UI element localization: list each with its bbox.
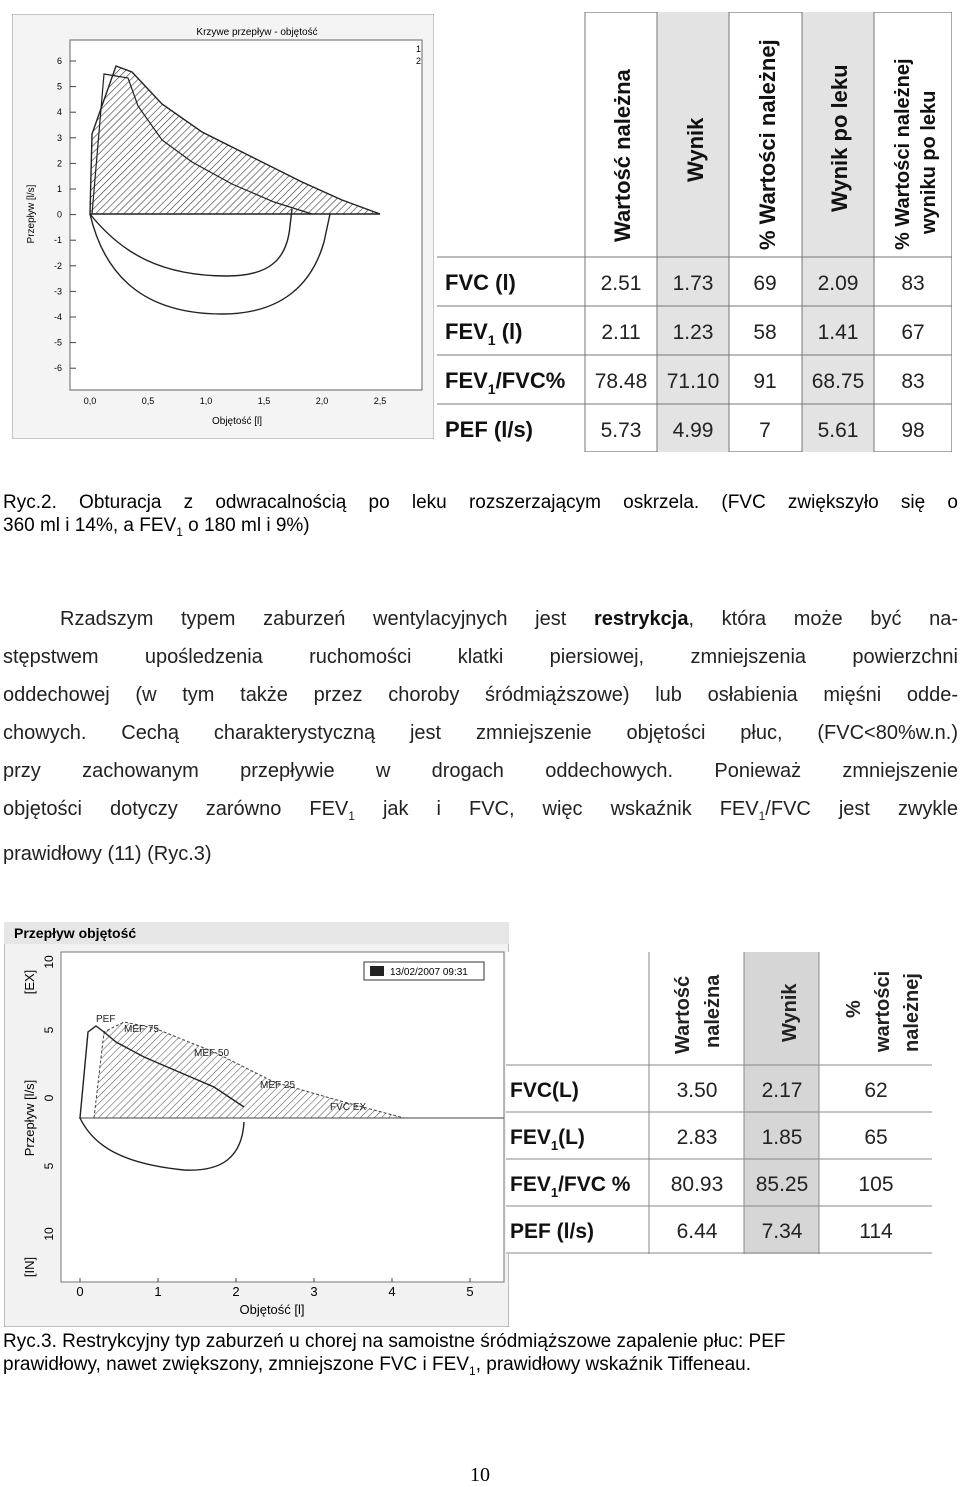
figure2-xtick: 5 xyxy=(466,1284,474,1299)
f2-header-proc-line3: należnej xyxy=(901,973,923,1052)
figure1-table xyxy=(437,12,952,452)
figure2-table-cell: 65 xyxy=(864,1126,888,1149)
f2-header-wartosc-line1: Wartość xyxy=(672,975,694,1054)
figure1-table-cell: 71.10 xyxy=(666,370,720,393)
figure2-xtick: 3 xyxy=(310,1284,318,1299)
paragraph-line-4: chowych. Cechą charakterystyczną jest zmniejszenie objętości płuc, (FVC<80%w.n.) xyxy=(3,722,958,744)
header-proc-wartosci-naleznej-wyniku-line2: wyniku po leku xyxy=(918,90,940,234)
figure2-ytick: 0 xyxy=(42,1094,56,1102)
figure1-ytick: 5 xyxy=(56,81,62,92)
figure2-ytick: 5 xyxy=(42,1162,56,1170)
paragraph-line-1: Rzadszym typem zaburzeń wentylacyjnych jest restrykcja, która może być na- xyxy=(60,608,958,630)
f2-header-proc-line1: % xyxy=(843,1000,865,1018)
row-label-pef: PEF (l/s) xyxy=(445,417,534,442)
figure1-table-cell: 78.48 xyxy=(594,370,648,393)
figure1-chart-title: Krzywe przepływ - objętość xyxy=(196,27,318,38)
figure2-table-cell: 1.85 xyxy=(761,1126,803,1149)
figure1-ytick: 4 xyxy=(56,107,62,118)
figure2-ytick: 10 xyxy=(42,1227,56,1241)
figure1-table-cell: 2.11 xyxy=(601,321,641,344)
figure2-table-cell: 2.83 xyxy=(676,1126,718,1149)
figure2-table-cell: 62 xyxy=(864,1079,888,1102)
figure2-ytick: 5 xyxy=(42,1026,56,1034)
figure1-ylabel: Przepływ [l/s] xyxy=(26,184,37,244)
f2-header-wynik: Wynik xyxy=(779,983,801,1042)
label-pef: PEF xyxy=(96,1014,116,1025)
label-mef75: MEF 75 xyxy=(124,1024,160,1035)
figure1-ytick: 3 xyxy=(56,132,62,143)
row-label-fvc: FVC (l) xyxy=(445,270,516,295)
figure1-ytick: 6 xyxy=(56,56,62,66)
figure1-table-cell: 98 xyxy=(901,419,925,442)
timestamp-marker-icon xyxy=(370,966,384,976)
header-wynik: Wynik xyxy=(683,117,708,182)
figure2-ylabel-ex: [EX] xyxy=(22,969,37,995)
figure1-ytick: -5 xyxy=(53,337,62,348)
figure2-table-cell: 3.50 xyxy=(676,1079,718,1102)
figure1-xtick: 1,5 xyxy=(257,396,271,406)
f2-header-wartosc-line2: należna xyxy=(702,974,724,1048)
header-wynik-po-leku: Wynik po leku xyxy=(827,64,852,212)
figure1-table-cell: 91 xyxy=(753,370,777,393)
figure1-xtick: 0,0 xyxy=(83,396,97,406)
header-proc-wartosci-naleznej: % Wartości należnej xyxy=(755,39,780,250)
figure2-xtick: 1 xyxy=(154,1284,162,1299)
label-mef50: MEF 50 xyxy=(194,1048,230,1059)
paragraph-line-5: przy zachowanym przepływie w drogach oddechowych. Ponieważ zmniejszenie xyxy=(3,760,958,782)
figure1-table-cell: 67 xyxy=(901,321,925,344)
figure1-table-cell: 58 xyxy=(753,321,777,344)
figure2-table-cell: 7.34 xyxy=(761,1220,803,1243)
body-paragraph xyxy=(3,600,958,873)
figure1-ytick: -1 xyxy=(53,235,62,246)
f2-row-label-fev1-fvc: $FEV_1$/FVC % xyxy=(510,1173,631,1200)
figure1-legend-1: 1 xyxy=(416,44,422,54)
figure1-table-cell: 1.73 xyxy=(672,272,714,295)
figure1-table-cell: 2.09 xyxy=(817,272,859,295)
figure1-chart xyxy=(12,14,434,439)
figure1-table-cell: 5.73 xyxy=(600,419,642,442)
figure2-chart xyxy=(4,922,509,1327)
figure1-xtick: 2,5 xyxy=(373,396,387,406)
figure2-xtick: 0 xyxy=(76,1284,84,1299)
f2-row-label-fev1: $FEV_1(L)$ xyxy=(510,1126,585,1153)
figure1-table-cell: 69 xyxy=(753,272,777,295)
figure2-ytick: 10 xyxy=(42,955,56,969)
figure1-xtick: 1,0 xyxy=(199,396,213,406)
figure1-table-cell: 1.23 xyxy=(672,321,714,344)
figure1-xlabel: Objętość [l] xyxy=(211,416,263,427)
figure2-table xyxy=(506,952,932,1254)
figure1-ytick: -4 xyxy=(53,312,62,322)
figure2-ylabel: Przepływ [l/s] xyxy=(22,1079,37,1157)
timestamp: 13/02/2007 09:31 xyxy=(390,967,468,978)
figure1-ytick: 0 xyxy=(56,209,62,220)
figure1-ytick: 2 xyxy=(56,158,62,169)
figure1-ytick: 1 xyxy=(56,184,62,194)
figure2-table-cell: 80.93 xyxy=(670,1173,724,1196)
figure2-table-cell: 85.25 xyxy=(755,1173,809,1196)
figure1-caption-line1: Ryc.2. Obturacja z odwracalnością po leku rozszerzającym oskrzela. (FVC zwiększyło się o xyxy=(3,492,958,513)
figure2-table-cell: 114 xyxy=(859,1220,893,1243)
label-fvc-ex: FVC EX xyxy=(330,1102,367,1113)
header-wartosc-nalezna: Wartość należna xyxy=(610,69,635,242)
figure1-ytick: -3 xyxy=(53,286,62,297)
figure2-table-cell: 2.17 xyxy=(761,1079,803,1102)
f2-row-label-pef: PEF (l/s) xyxy=(510,1220,595,1243)
figure1-xtick: 0,5 xyxy=(141,396,155,406)
page-number: 10 xyxy=(470,1464,490,1486)
figure2-caption-line1: Ryc.3. Restrykcyjny typ zaburzeń u chorej na samoistne śródmiąższowe zapalenie płuc: PEF xyxy=(3,1331,786,1352)
figure1-xtick: 2,0 xyxy=(315,396,329,406)
f2-header-proc-line2: wartości xyxy=(872,970,894,1052)
figure2-xtick: 4 xyxy=(388,1284,396,1299)
figure2-caption xyxy=(3,1330,958,1383)
figure1-table-cell: 7 xyxy=(759,419,771,442)
figure2-xlabel: Objętość [l] xyxy=(239,1302,305,1317)
figure1-caption xyxy=(3,491,958,544)
row-label-fev1: $FEV_1$ (l) xyxy=(445,319,523,348)
figure2-ylabel-in: [IN] xyxy=(22,1256,37,1278)
figure1-table-cell: 83 xyxy=(901,272,925,295)
figure1-ytick: -6 xyxy=(53,363,62,374)
figure1-table-cell: 5.61 xyxy=(817,419,859,442)
figure1-table-cell: 2.51 xyxy=(600,272,642,295)
figure1-table-cell: 68.75 xyxy=(811,370,865,393)
label-mef25: MEF 25 xyxy=(260,1080,296,1091)
figure1-table-cell: 83 xyxy=(901,370,925,393)
figure1-table-cell: 1.41 xyxy=(817,321,859,344)
figure1-ytick: -2 xyxy=(53,260,62,271)
paragraph-line-2: stępstwem upośledzenia ruchomości klatki piersiowej, zmniejszenia powierzchni xyxy=(3,646,958,668)
row-label-fev1-fvc: $FEV_1/FVC\%$ xyxy=(445,368,566,397)
figure2-table-cell: 6.44 xyxy=(676,1220,718,1243)
header-proc-wartosci-naleznej-wyniku-line1: % Wartości należnej xyxy=(892,58,914,250)
f2-row-label-fvc: FVC(L) xyxy=(510,1079,579,1102)
paragraph-line-6: objętości dotyczy zarówno $FEV_1$ jak i FVC, więc wskaźnik $FEV_1$/FVC jest zwykle xyxy=(3,798,959,823)
figure1-table-cell: 4.99 xyxy=(672,419,714,442)
paragraph-line-3: oddechowej (w tym także przez choroby śródmiąższowe) lub osłabienia mięśni odde- xyxy=(3,684,958,706)
figure1-caption-line2: 360 ml i 14%, a $FEV_1$ o 180 ml i 9%) xyxy=(3,515,310,539)
paragraph-line-7: prawidłowy (11) (Ryc.3) xyxy=(3,843,212,865)
figure2-caption-line2: prawidłowy, nawet zwiększony, zmniejszone FVC i $FEV_1$, prawidłowy wskaźnik Tiffeneau. xyxy=(3,1354,751,1378)
figure2-xtick: 2 xyxy=(232,1284,240,1299)
figure2-table-cell: 105 xyxy=(858,1173,894,1196)
figure1-legend-2: 2 xyxy=(416,56,422,66)
figure2-panel-title: Przepływ objętość xyxy=(14,925,137,941)
